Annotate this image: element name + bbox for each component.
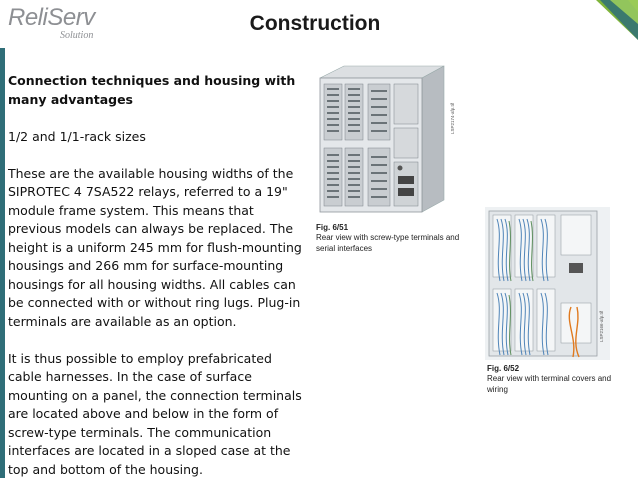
figure-2-caption — [487, 363, 627, 395]
figure-2-number: Fig. 6/52 — [487, 364, 520, 373]
figure-2-text: Rear view with terminal covers and wiring — [487, 374, 612, 394]
logo-main-text: ReliServ — [8, 4, 95, 31]
slide-title: Construction — [249, 12, 381, 35]
content-paragraph-1: These are the available housing widths of the SIPROTEC 4 7SA522 relays, referred to a 19" module frame system. This means that previous models can always be replaced. The height is a uniform 245 mm for flush-mounting housings and 266 mm for surface-mounting housings for all housing widths. All cables can be connected with or without ring lugs. Plug-in terminals are available as an option. — [8, 165, 302, 329]
content-subheading: 1/2 and 1/1-rack sizes — [8, 128, 146, 144]
corner-decoration — [0, 0, 638, 50]
relay-rear-view-image — [314, 64, 466, 216]
relay-wiring-image — [485, 207, 610, 360]
figure-1-number: Fig. 6/51 — [316, 223, 349, 232]
fig1-code: LSP2174-afp.tif — [450, 102, 455, 134]
figure-1-text: Rear view with screw-type terminals and serial interfaces — [316, 233, 460, 253]
content-paragraph-2: It is thus possible to employ prefabricated cable harnesses. In the case of surface mounting on a panel, the connection terminals are located above and below in the form of screw-type terminals. The communication interfaces are located in a sloped case at the top and bottom of the housing. — [8, 350, 302, 477]
left-accent-bar — [0, 48, 5, 478]
fig2-code: LSP2166-afp.tif — [599, 310, 604, 342]
logo-sub-text: Solution — [60, 30, 94, 41]
header — [0, 0, 638, 50]
content-heading: Connection techniques and housing with many advantages — [8, 73, 296, 107]
figure-1-caption — [316, 222, 476, 254]
body-text — [8, 72, 308, 498]
